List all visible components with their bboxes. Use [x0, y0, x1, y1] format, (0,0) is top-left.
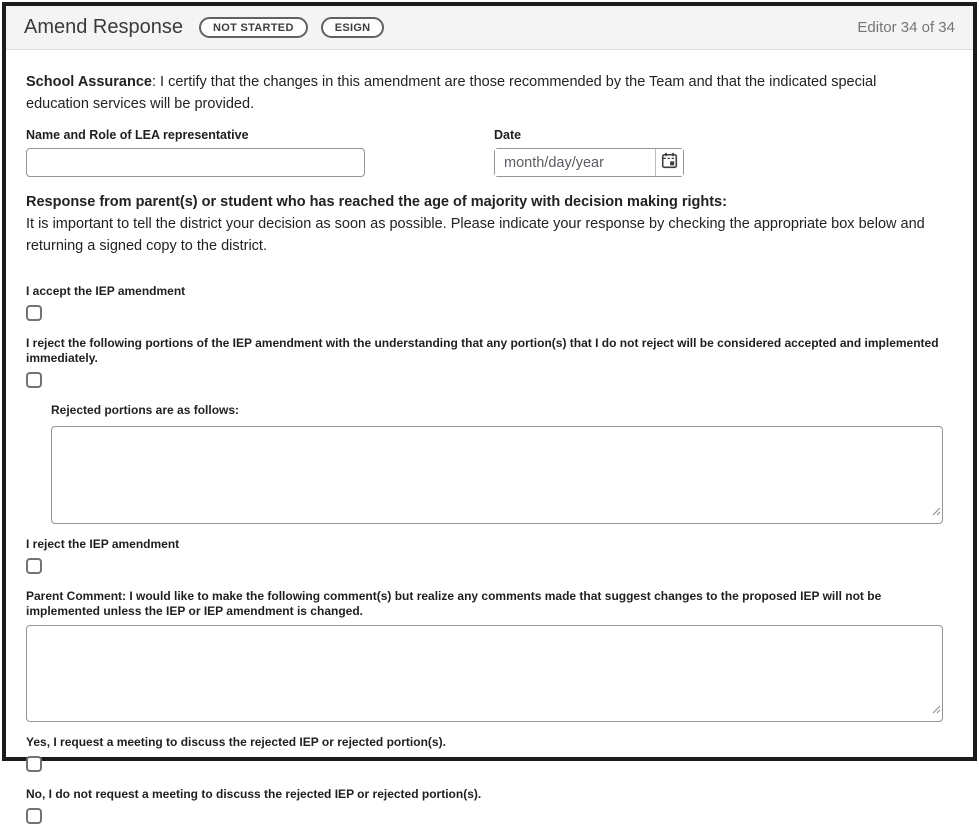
parent-comment-label: Parent Comment: I would like to make the following comment(s) but realize any comments made that suggest changes to the proposed IEP will not be implemented unless the IEP or IEP amendment is changed. [26, 589, 882, 618]
meeting-no-checkbox[interactable] [26, 808, 42, 824]
parent-comment-wrap [26, 625, 943, 722]
reject-portions-item [26, 336, 943, 393]
lea-name-input[interactable] [26, 148, 365, 177]
parent-comment-textarea[interactable] [26, 625, 943, 722]
date-input-group [494, 148, 684, 177]
school-assurance-lead: School Assurance [26, 74, 152, 90]
meeting-no-label: No, I do not request a meeting to discuss the rejected IEP or rejected portion(s). [26, 787, 482, 801]
meeting-yes-checkbox[interactable] [26, 756, 42, 772]
status-badge: NOT STARTED [199, 17, 308, 38]
school-assurance-text [26, 71, 943, 115]
editor-content [6, 50, 973, 829]
rejected-portions-wrap [51, 426, 943, 524]
lea-field-label: Name and Role of LEA representative [26, 128, 249, 142]
lea-field [26, 128, 365, 177]
date-input[interactable] [495, 149, 655, 176]
esign-badge: ESIGN [321, 17, 385, 38]
page-title: Amend Response [24, 16, 183, 38]
amend-response-editor [2, 2, 977, 801]
accept-amendment-item [26, 284, 943, 326]
editor-count: Editor 34 of 34 [857, 19, 955, 36]
accept-amendment-label: I accept the IEP amendment [26, 284, 186, 298]
date-picker-button[interactable] [655, 149, 683, 176]
meeting-yes-item [26, 735, 943, 777]
date-field-label: Date [494, 128, 522, 142]
reject-portions-label: I reject the following portions of the IEP amendment with the understanding that any portion(s) that I do not reject will be considered accepted and implemented immediately. [26, 336, 939, 365]
editor-header [6, 6, 973, 50]
reject-amendment-checkbox[interactable] [26, 558, 42, 574]
meeting-yes-label: Yes, I request a meeting to discuss the rejected IEP or rejected portion(s). [26, 735, 446, 749]
reject-amendment-label: I reject the IEP amendment [26, 537, 180, 551]
lea-date-row [26, 128, 943, 177]
rejected-portions-label: Rejected portions are as follows: [51, 403, 240, 417]
meeting-no-item [26, 787, 943, 829]
calendar-icon [661, 152, 678, 174]
date-field [494, 128, 684, 177]
parent-response-heading: Response from parent(s) or student who has reached the age of majority with decision making rights: [26, 194, 727, 210]
reject-portions-checkbox[interactable] [26, 372, 42, 388]
reject-amendment-item [26, 537, 943, 579]
school-assurance-body: : I certify that the changes in this amendment are those recommended by the Team and that the indicated special education services will be provided. [26, 74, 877, 112]
parent-response-instructions: It is important to tell the district your decision as soon as possible. Please indicate your response by checking the appropriate box below and returning a signed copy to the district. [26, 216, 925, 254]
rejected-portions-textarea[interactable] [51, 426, 943, 524]
accept-amendment-checkbox[interactable] [26, 305, 42, 321]
